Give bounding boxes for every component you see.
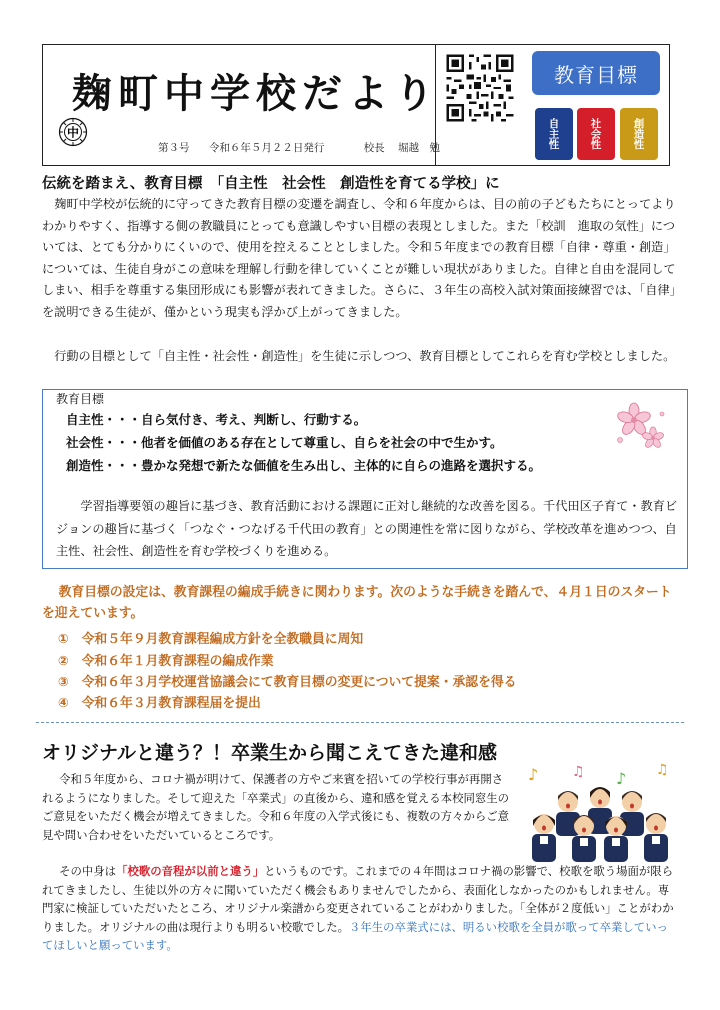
- p2-highlight: 「校歌の音程が以前と違う」: [116, 864, 265, 878]
- issue-number: 第３号: [158, 142, 190, 154]
- section2-heading: オリジナルと違う？！卒業生から聞こえてきた違和感: [42, 742, 498, 764]
- section1-heading: 伝統を踏まえ、教育目標 「自主性 社会性 創造性を育てる学校」に: [42, 176, 500, 192]
- pillar-creativity: 創造性: [620, 108, 658, 160]
- p2-closing: ３年生の卒業式には、明るい校歌を全員が歌って卒業していってほしいと願っています。: [42, 919, 668, 952]
- school-crest-icon: [58, 117, 88, 147]
- svg-text:♪: ♪: [616, 769, 627, 788]
- svg-text:♪: ♪: [528, 765, 539, 784]
- procedure-step: ④ 令和６年３月教育課程届を提出: [58, 696, 261, 711]
- qr-code-icon[interactable]: [444, 52, 516, 124]
- procedure-step: ① 令和５年９月教育課程編成方針を全教職員に周知: [58, 632, 364, 647]
- svg-text:♫: ♫: [572, 764, 585, 780]
- choir-illustration-icon: [520, 758, 680, 864]
- principal-name: 堀越 勉: [398, 142, 441, 154]
- procedure-intro: 教育目標の設定は、教育課程の編成手続きに関わります。次のような手続きを踏んで、４月１日のスタートを迎えています。: [42, 585, 672, 621]
- pillar-sociality: 社会性: [577, 108, 615, 160]
- crest-char: 中: [66, 125, 80, 140]
- goal-line-creativity: 創造性・・・豊かな発想で新たな価値を生み出し、主体的に自らの進路を選択する。: [66, 458, 542, 473]
- cherry-blossom-icon: [612, 398, 668, 452]
- section-divider: [36, 722, 684, 723]
- section1-paragraph1: 麹町中学校が伝統的に守ってきた教育目標の変遷を調査し、令和６年度からは、目の前の子どもたちにとってよりわかりやすく、指導する側の教職員にとっても意識しやすい目標の表現としました。また「校訓 進取の気性」については、とても分かりにくいので、使用を控えることとしました。令和５年度までの教育目標「自律・尊重・創造」については、生徒自身がこの意味を理解し行動を律していくことが難しい現状がありました。自律と自由を混同してしまい、相手を尊重する集団形成にも影響が表れてきました。さらに、３年生の高校入試対策面接練習では、「自律」を説明できる生徒が、僅かという現実も浮かび上がってきました。: [42, 197, 676, 319]
- goal-line-sociality: 社会性・・・他者を価値のある存在として尊重し、自らを社会の中で生かす。: [66, 435, 503, 450]
- goal-line-autonomy: 自主性・・・自ら気付き、考え、判断し、行動する。: [66, 412, 367, 427]
- principal-label: 校長: [363, 142, 385, 154]
- p2-lead: その中身は: [59, 864, 117, 878]
- section2-paragraph2: [42, 862, 678, 955]
- issue-date: 令和６年５月２２日発行: [208, 142, 325, 154]
- pillar-autonomy: 自主性: [535, 108, 573, 160]
- goal-panel-title: 教育目標: [532, 51, 660, 95]
- svg-text:♫: ♫: [656, 762, 669, 778]
- issue-info: [158, 140, 456, 155]
- newsletter-title: 麹町中学校だより: [72, 70, 440, 117]
- goal-box-paragraph: 学習指導要領の趣旨に基づき、教育活動における課題に正対し継続的な改善を図る。千代田区子育て・教育ビジョンの趣旨に基づく「つなぐ・つなげる千代田の教育」との関連性を常に図りながら、学校改革を進めつつ、自主性、社会性、創造性を育む学校づくりを進める。: [56, 499, 678, 558]
- procedure-step: ② 令和６年１月教育課程の編成作業: [58, 654, 274, 669]
- goal-box-label: 教育目標: [56, 392, 105, 406]
- procedure-step: ③ 令和６年３月学校運営協議会にて教育目標の変更について提案・承認を得る: [58, 675, 517, 690]
- p2-rest: というものです。これまでの４年間はコロナ禍の影響で、校歌を歌う場面が限られてきましたし、生徒以外の方々に聞いていただく機会もありませんでしたから、表面化しなかったのかもしれません。専門家に検証していただいたところ、オリジナル楽譜から変更されていることがわかりました。「全体が２度低い」ことがわかりました。オリジナルの曲は現行よりも明るい校歌でした。: [42, 864, 674, 934]
- section2-paragraph1: 令和５年度から、コロナ禍が明けて、保護者の方やご来賓を招いての学校行事が再開されるようになりました。そして迎えた「卒業式」の直後から、違和感を覚える本校同窓生のご意見をいただく機会が増えてきました。令和６年度の入学式後にも、複数の方々からご意見や問い合わせをいただいているところです。: [42, 772, 510, 842]
- section1-paragraph2: 行動の目標として「自主性・社会性・創造性」を生徒に示しつつ、教育目標としてこれらを育む学校としました。: [54, 349, 676, 363]
